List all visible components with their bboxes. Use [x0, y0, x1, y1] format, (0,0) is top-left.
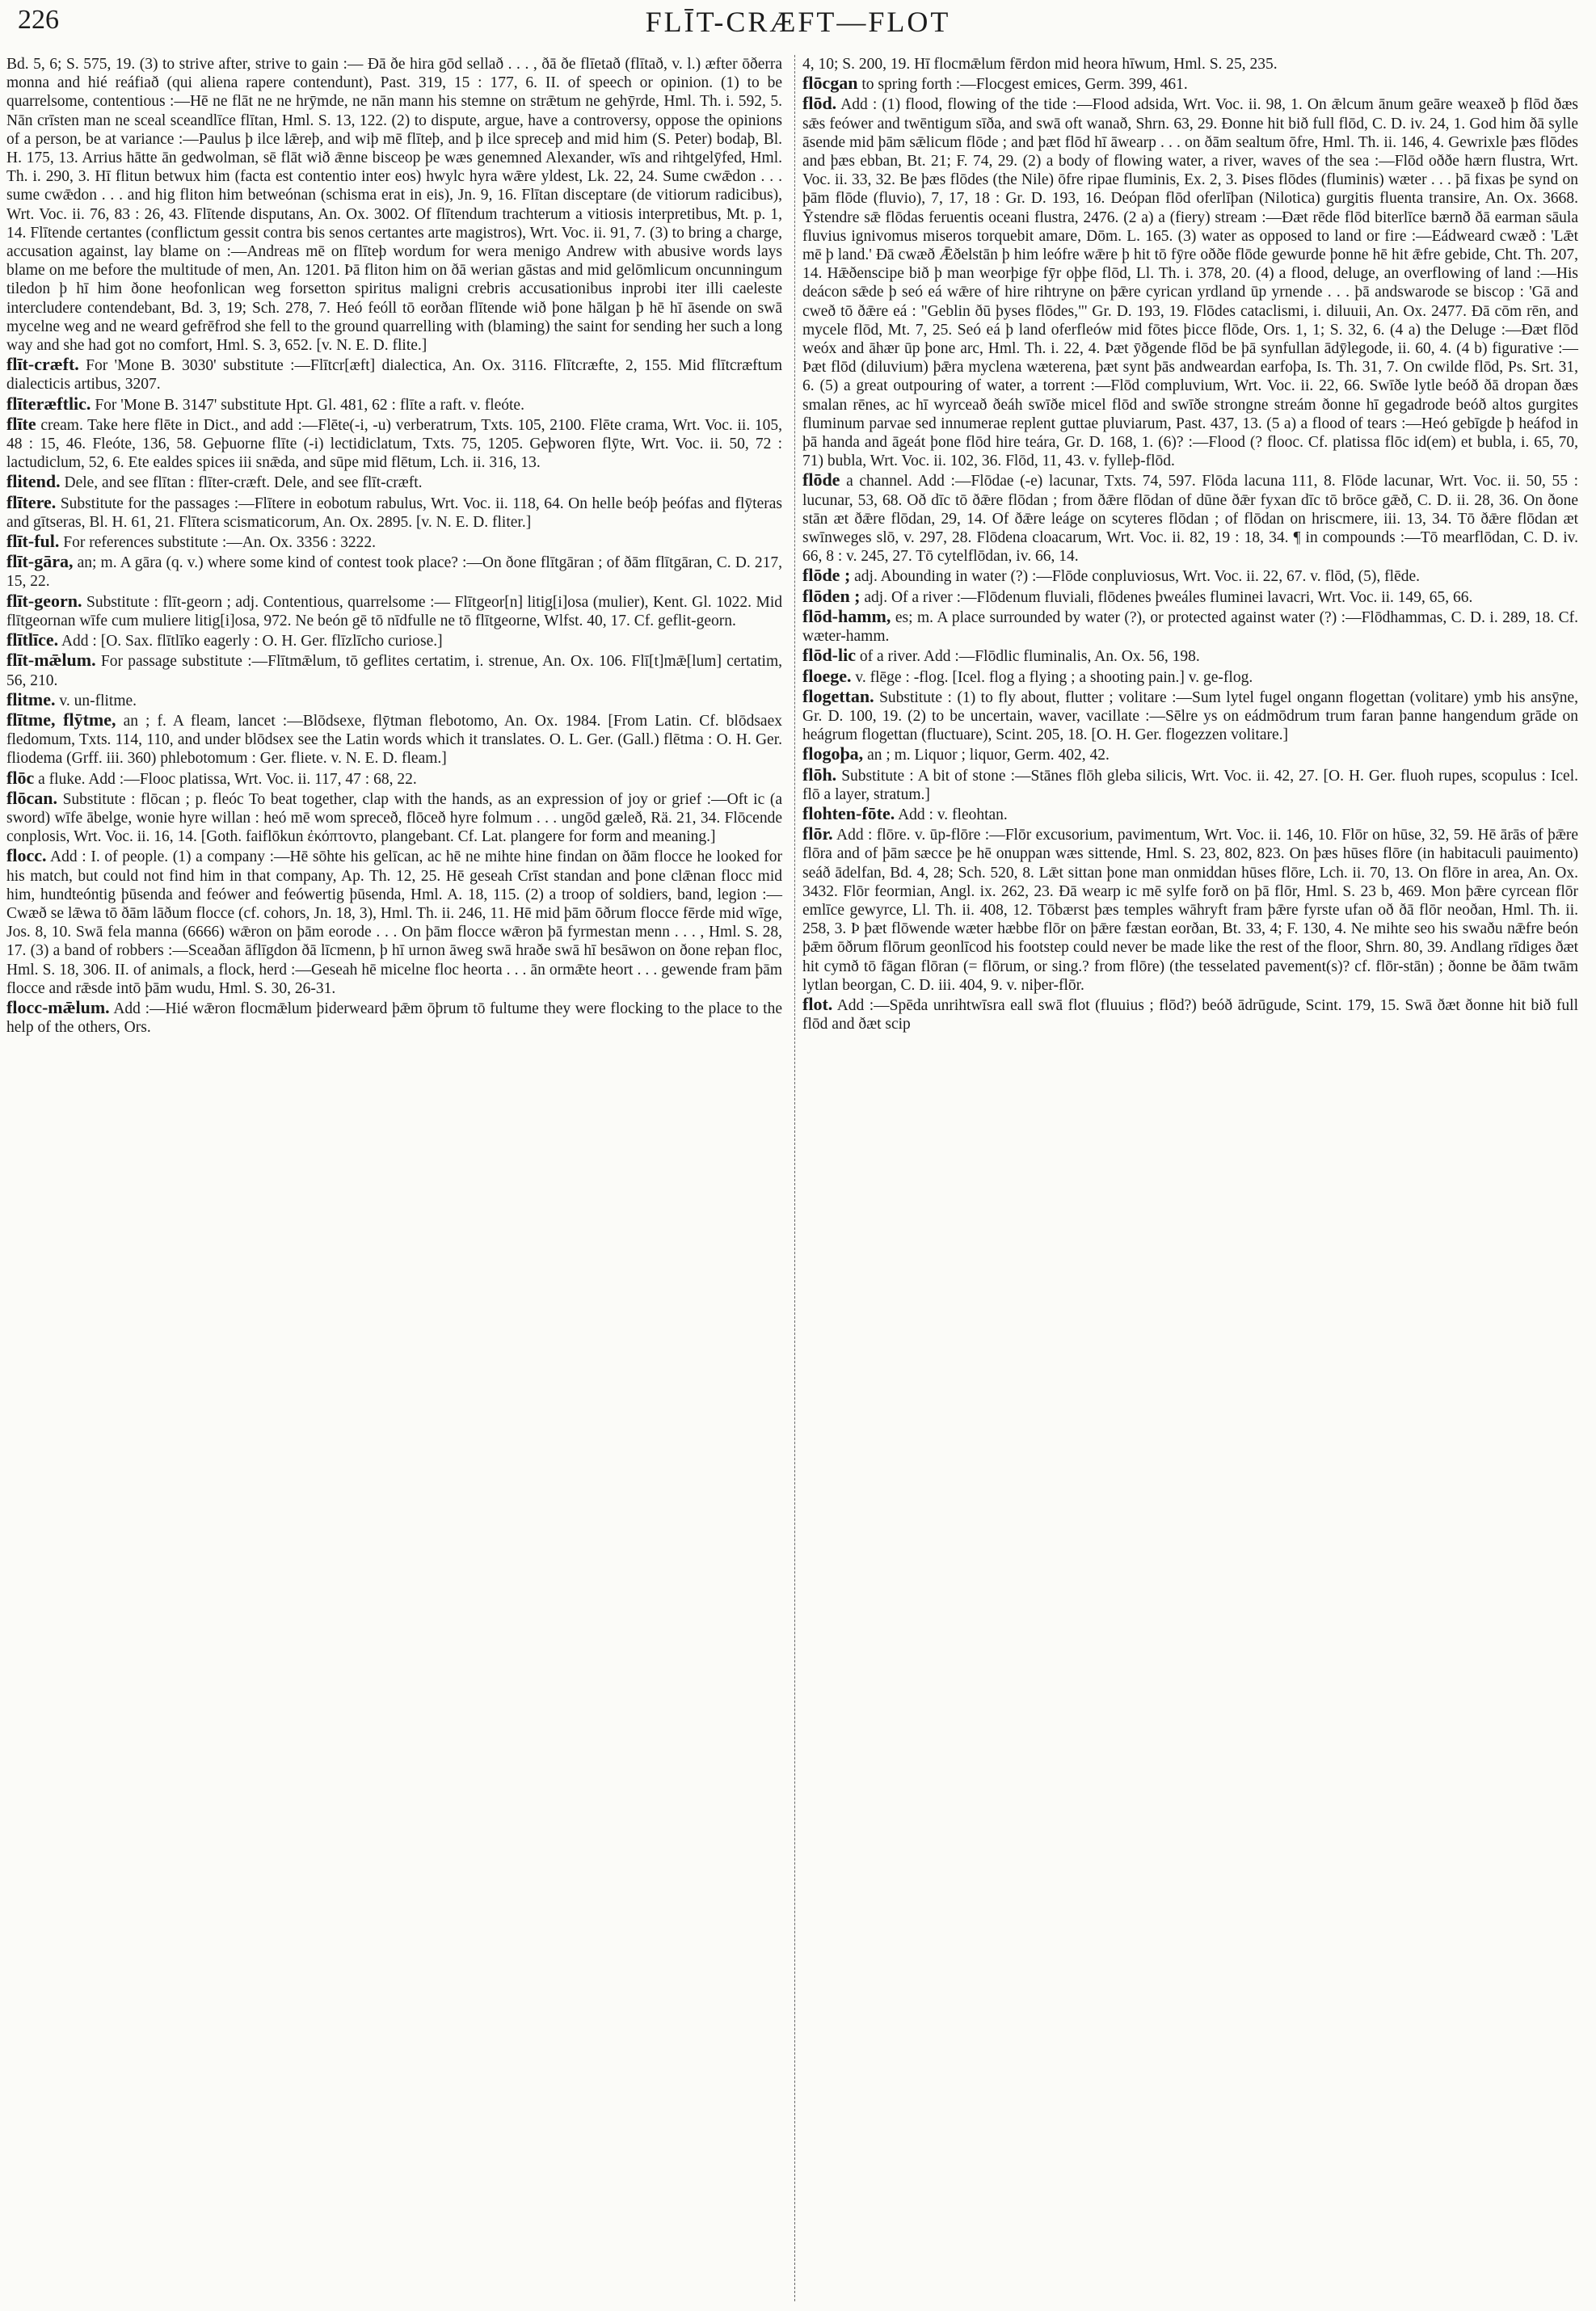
dictionary-entry	[802, 687, 1578, 745]
dictionary-entry	[6, 650, 782, 689]
headword: flōd-hamm,	[802, 605, 891, 626]
headword: flīteræftlic.	[6, 393, 91, 414]
headword: flitme.	[6, 688, 56, 709]
dictionary-entry	[802, 55, 1578, 74]
entry-text: to spring forth :—Flocgest emices, Germ. 399, 461.	[861, 76, 1188, 94]
dictionary-entry	[802, 646, 1578, 666]
entry-text: v. un-flitme.	[59, 692, 137, 709]
dictionary-entry	[6, 789, 782, 847]
entry-text: Substitute : A bit of stone :—Stānes flōh gleba silicis, Wrt. Voc. ii. 42, 27. [O. H. Ger. fluoh rupes, scopulus : Icel. flō a layer, stratum.]	[802, 767, 1579, 803]
page-title: FLĪT-CRÆFT—FLOT	[645, 6, 951, 38]
dictionary-entry	[802, 470, 1578, 566]
headword: flogoþa,	[802, 743, 864, 764]
dictionary-entry	[802, 804, 1578, 824]
dictionary-entry	[802, 667, 1578, 687]
dictionary-entry	[6, 55, 782, 355]
left-column	[6, 55, 782, 1037]
entry-text: Add : flōre. v. ūp-flōre :—Flōr excusorium, pavimentum, Wrt. Voc. ii. 146, 10. Flōr on hūse, 32, 59. Hē ārās of þǣre flōra and of þām sæcce þe hē onuppan wæs sittende, Hml. S. 23, 802, 823. On þæs hūses flōre (in habitaculi pauimento) seáð ādelfan, Bd. 4, 28; Sch. 520, 8. Lǣt sittan þone man onmiddan hūses flōre, Lch. ii. 70, 13. On flōre in area, An. Ox. 3432. Flōr feormian, Angl. ix. 262, 23. Ðā wearp ic mē sylfe forð on þā flōr, Hml. S. 23 b, 469. Mon þǣre cyrcean flōr emlīce gewyrce, Ll. Th. ii. 408, 12. Tōbærst þæs temples wāhryft fram þǣre fyrste ufan oð ðā flōr neoðan, Hml. Th. ii. 258, 3. Þ þæt flōwende wæter hæbbe flōr on þǣre fæstan eorðan, Bt. 33, 4; F. 130, 4. Ne mihte seo his swaðu nǣfre beón þǣm ōðrum flōrum geonlīcod his footstep could never be made like the rest of the floor, Shrn. 80, 39. Andlang rīdiges ðæt hit cymð tō fāgan flōran (= flōrum, or sing.? from flōre) (the tesselated pavement(s)? cf. flōr-stān) ; ðonne be ðām twām lytlan beorgan, C. D. iii. 404, 9. v. niþer-flōr.	[802, 827, 1578, 994]
entry-text: an ; f. A fleam, lancet :—Blōdsexe, flȳtman flebotomo, An. Ox. 1984. [From Latin. Cf. blōdsaex fledomum, Txts. 114, 110, and under blōdsex see the Latin words which it translates. O. L. Ger. (Gall.) flētma : O. H. Ger. fliodema (Grff. iii. 360) phlebotomum : Ger. fliete. v. N. E. D. fleam.]	[6, 712, 782, 768]
headword: flōde ;	[802, 565, 851, 586]
entry-text: adj. Abounding in water (?) :—Flōde conpluviosus, Wrt. Voc. ii. 22, 67. v. flōd, (5), flēde.	[854, 568, 1420, 586]
headword: flogettan.	[802, 685, 874, 706]
dictionary-entry	[6, 552, 782, 591]
dictionary-entry	[6, 532, 782, 552]
entry-text: of a river. Add :—Flōdlic fluminalis, An. Ox. 56, 198.	[859, 648, 1200, 666]
dictionary-entry	[802, 74, 1578, 94]
dictionary-entry	[802, 607, 1578, 646]
entry-text: Substitute : flōcan ; p. fleóc To beat together, clap with the hands, as an expression of joy or grief :—Oft ic (a sword) wīfe ābelge, wonie hyre willan : heó mē wom spreceð, flōceð hyre folmum . . . ungōd gæleð, Rä. 21, 34. Flōcende conplosis, Wrt. Voc. ii. 16, 14. [Goth. faiflōkun ἐκόπτοντο, plangebant. Cf. Lat. plangere for form and meaning.]	[6, 790, 783, 846]
headword: flōd-lic	[802, 645, 856, 666]
entry-text: Substitute for the passages :—Flītere in eobotum rabulus, Wrt. Voc. ii. 118, 64. On helle beóþ þeófas and flȳteras and gītseras, Bl. H. 61, 21. Flītera scismaticorum, An. Ox. 2895. [v. N. E. D. fliter.]	[6, 495, 782, 531]
headword: flōden ;	[802, 585, 861, 606]
dictionary-entry	[6, 768, 782, 789]
entry-text: a fluke. Add :—Flooc platissa, Wrt. Voc. ii. 117, 47 : 68, 22.	[38, 770, 417, 788]
entry-text: a channel. Add :—Flōdae (-e) lacunar, Txts. 74, 597. Flōda lacuna 111, 8. Flōde lacunar, Wrt. Voc. ii. 50, 55 : lucunar, 53, 68. Oð dīc tō ðǣre flōdan ; from ðǣre flōdan of dūne ðǣr fyxan dīc tō brōce gǣð, C. D. ii. 28, 36. On ðone stān æt ðǣre flōdan, 29, 14. Of ðǣre leáge on scyteres flōdan ; of flōdan on hriscmere, iii. 13, 34. Tō ðǣre flōdan æt swīnweges slō, v. 297, 28. Flōdena cloacarum, Wrt. Voc. ii. 82, 19 : 18, 34. ¶ in compounds :—Tō mearflōdan, C. D. iv. 66, 8 : v. 245, 27. Tō cytelflōdan, iv. 66, 14.	[802, 473, 1579, 566]
dictionary-entry	[802, 824, 1578, 995]
entry-text: Dele, and see flītan : flīter-cræft. Dele, and see flīt-cræft.	[64, 474, 423, 492]
headword: flōd.	[802, 93, 837, 114]
entry-text: Bd. 5, 6; S. 575, 19. (3) to strive after, strive to gain :— Ðā ðe hira gōd sellað . . . , ðā ðe flīetað (flītað, v. l.) æfter ōðerra monna and hié reáfiað (qui aliena rapere contendunt), Past. 319, 15 : 177, 6. II. of speech or opinion. (1) to be quarrelsome, contentious :—Hē ne flāt ne ne hrȳmde, ne nān mann his stemne on strǣtum ne gehȳrde, Hml. Th. i. 592, 5. Nān crīsten man ne sceal sceandlīce flītan, Hml. S. 13, 122. (2) to dispute, argue, have a controversy, oppose the opinions of a person, be at variance :—Paulus þ ilce lǣreþ, and wiþ mē flīteþ, and þ ilce spreceþ and mid him (S. Peter) bodaþ, Bl. H. 175, 13. Arrius hātte ān gedwolman, sē flāt wið ǣnne bisceop þe wæs genemned Alexander, wīs and rihtgelȳfed, Hml. Th. i. 290, 3. Hī flitun betwux him (facta est contentio inter eos) hwylc hyra wǣre yldest, Lk. 22, 24. Sume cwǣdon . . . sume cwǣdon . . . and hig fliton him betweónan (schisma erat in eis), Jn. 9, 16. Flītan disceptare (de vitiorum radicibus), Wrt. Voc. ii. 76, 83 : 26, 43. Flītende disputans, An. Ox. 3002. Of flītendum trachterum a vitiosis interpretibus, Mt. p. 1, 14. Flītende certantes (conflictum gessit contra bis senos certantes arte magistros), Wrt. Voc. ii. 91, 7. (3) to bring a charge, accusation against, lay blame on :—Andreas mē on flīteþ wordum for wera menigo Andrew with abusive words lays blame on me before the multitude of men, An. 1201. Þā fliton him on ðā werian gāstas and mid gelōmlicum oncunningum tiledon þ hī him ðone heofonlican weg forsetton spiritus maligni crebris accusationibus inprobi iter illi caeleste intercludere contendebant, Bd. 3, 19; Sch. 278, 7. Heó feóll tō eorðan flītende wið þone hālgan þ hē hī āsende on swā mycelne weg and ne weard gefrēfrod she fell to the ground quarrelling with (blaming) the saint for sending her such a long way and she had got no comfort, Hml. S. 3, 652. [v. N. E. D. flite.]	[6, 56, 782, 355]
entry-text: For 'Mone B. 3030' substitute :—Flītcr[æft] dialectica, An. Ox. 3116. Flītcræfte, 2, 155. Mid flītcræftum dialecticis artibus, 3207.	[6, 357, 782, 394]
headword: flōcgan	[802, 73, 858, 94]
dictionary-entry	[6, 998, 782, 1037]
entry-text: v. flēge : -flog. [Icel. flog a flying ; a shooting pain.] v. ge-flog.	[855, 668, 1253, 686]
entry-text: Add :—Spēda unrihtwīsra eall swā flot (fluuius ; flōd?) beóð ādrūgude, Scint. 179, 15. Swā ðæt ðonne hit bið full flōd and ðæt scip	[802, 996, 1578, 1033]
dictionary-entry	[6, 415, 782, 473]
dictionary-entry	[6, 630, 782, 650]
dictionary-entry	[6, 591, 782, 630]
entry-text: es; m. A place surrounded by water (?), or protected against water (?) :—Flōdhammas, C. D. i. 289, 18. Cf. wæter-hamm.	[802, 608, 1578, 646]
entry-text: cream. Take here flēte in Dict., and add :—Flēte(-i, -u) verberatrum, Txts. 105, 2100. Flēte crama, Wrt. Voc. ii. 105, 48 : 15, 46. Fleóte, 136, 58. Geþuorne flīte (-i) lectidiclatum, Txts. 75, 1205. Geþworen flȳte, Wrt. Voc. ii. 50, 72 : lactudiclum, 52, 6. Ete ealdes spices iii snǣda, and sūpe mid flētum, Lch. ii. 316, 13.	[6, 416, 782, 472]
dictionary-entry	[6, 394, 782, 415]
right-column	[802, 55, 1578, 1033]
dictionary-entry	[802, 995, 1578, 1033]
headword: flōr.	[802, 823, 833, 844]
dictionary-entry	[802, 765, 1578, 804]
entry-text: For 'Mone B. 3147' substitute Hpt. Gl. 481, 62 : flīte a raft. v. fleóte.	[95, 396, 524, 414]
entry-text: For references substitute :—An. Ox. 3356 : 3222.	[63, 534, 376, 552]
entry-text: Add : I. of people. (1) a company :—Hē sōhte his gelīcan, ac hē ne mihte hine findan on ðām flocce he looked for his match, but could not find him in that company, Ap. Th. 12, 25. Hē geseah Crīst standan and þone clǣnan flocc mid him, hundteóntig þūsenda and feówer and feówertig þūsenda, Hml. A. 18, 115. (2) a troop of soldiers, band, legion :—Cwæð se lǣwa tō ðām lāðum flocce (cf. cohors, Jn. 18, 3), Hml. Th. ii. 246, 11. Hē mid þām ōðrum flocce fērde mid wīge, Jos. 8, 10. Swā fela manna (6666) wǣron on þām eorode . . . On þām flocce wǣron þā fyrmestan menn . . . , Hml. S. 28, 17. (3) a band of robbers :—Sceaðan āflīgdon ðā līcmenn, þ hī urnon āweg swā hraðe swā hī besāwon on ðone reþan floc, Hml. S. 18, 306. II. of animals, a flock, herd :—Geseah hē micelne floc heorta . . . ān ormǣte heort . . . gewende fram þām flocce and rǣsde intō þām wudu, Hml. S. 30, 26-31.	[6, 848, 782, 997]
dictionary-entry	[6, 493, 782, 532]
entry-text: Add : (1) flood, flowing of the tide :—Flood adsida, Wrt. Voc. ii. 98, 1. On ǣlcum ānum geāre weaxeð þ flōd ðæs sǣs feówer and twēntigum sīða, and swā oft wanað, Shrn. 63, 29. Ðonne hit bið full flōd, C. D. iv. 24, 1. God him ðā sylle āsende mid þām sǣlicum flōde ; and þæt flōd hī āwearp . . . on ðām sealtum ōfre, Hml. Th. ii. 146, 4. Gewrixle þæs flōdes and þæs ebban, Bt. 21; F. 74, 29. (2) a body of flowing water, a river, waves of the sea :—Flōd oððe hærn flustra, Wrt. Voc. ii. 33, 32. Be þæs flōdes (the Nile) ōfre ripae fluminis, Ex. 2, 3. Þises flōdes (fluminis) wæter . . . þā fixas þe synd on þām flōde (fluvio), 7, 17, 18 : Gr. D. 193, 16. Deópan flōd oferlīþan (Nilotica) gurgitis fluenta transire, An. Ox. 3668. Ȳstendre sǣ flōdas feruentis oceani flustra, 2476. (2 a) a (fiery) stream :—Ðæt rēde flōd biterlīce bærnð ðā earman sāula fluvius ignivomus miseros torquebit amare, Dōm. L. 165. (3) water as opposed to land or fire :—Eádweard cwæð : 'Lǣt mē þ land.' Ðā cwæð Ǣðelstān þ him leófre wǣre þ hit tō fȳre oððe flōde gewurde þonne hē hit ǣfre gebide, Cht. Th. 207, 14. Hǣðenscipe bið þ man weorþige fȳr oþþe flōd, Ll. Th. i. 378, 20. (4) a flood, deluge, an overflowing of land :—His deácon sǣde þ seó eá wǣre of hire rihtryne on þǣre cyrican yrdland ūp yrnende . . . þā andswarode se biscop : 'Gā and cweð tō ðǣre eá : "Geblin ðū þyses flōdes,"' Gr. D. 193, 19. Flōdes cataclismi, i. diluuii, An. Ox. 2477. Ðā cōm rēn, and mycele flōd, Mt. 7, 25. Seó eá þ land oferfleów mid fōtes þicce flōde, Ors. 1, 1; S. 32, 6. (4 a) the Deluge :—Ðæt flōd weóx and āhær ūp þone arc, Hml. Th. i. 22, 4. Þæt ȳðgende flōd be þā synfullan ādȳlegode, ii. 60, 4. (4 b) figurative :—Þæt flōd (diluvium) þǣra myclena wæterena, þæt synt þās andweardan earfoþa, Is. Th. 31, 7. On cwilde flōd, Ps. Srt. 31, 6. (5) a great outpouring of water, a torrent :—Flōd compluvium, Wrt. Voc. ii. 22, 66. Swīðe lytle beóð ðā dropan ðæs smalan rēnes, ac hī wyrceað ðeáh swīðe micel flōd and swīðe strongne streám ðonne hī gegadrode beóð altos gurgites fluminum parvae sed innumerae replent guttae pluviarum, Past. 437, 13. (5 a) a flood of tears :—Heó gebīgde þ heáfod in þā handa and āgeát þone flōd hire teára, Gr. D. 168, 1. (6)? :—Flood (? flooc. Cf. platissa flōc id(em) et bubla, i. 65, 70, 71) bubla, Wrt. Voc. ii. 102, 36. Flōd, 11, 43. v. fylleþ-flōd.	[802, 96, 1578, 470]
entry-text: For passage substitute :—Flītmǣlum, tō geflites certatim, i. strenue, An. Ox. 106. Flī[t]mǣ[lum] certatim, 56, 210.	[6, 653, 782, 689]
entry-text: Add : v. fleohtan.	[898, 806, 1008, 823]
dictionary-entry	[802, 744, 1578, 764]
dictionary-entry	[6, 710, 782, 768]
dictionary-entry	[6, 690, 782, 710]
headword: flītlīce.	[6, 629, 59, 650]
page-number: 226	[18, 5, 59, 35]
headword: flocc.	[6, 845, 47, 866]
dictionary-entry	[6, 355, 782, 394]
headword: flōde	[802, 469, 840, 490]
headword: flīt-gāra,	[6, 551, 74, 572]
headword: flitend.	[6, 471, 61, 492]
headword: flīt-mǣlum.	[6, 650, 96, 671]
headword: flocc-mǣlum.	[6, 996, 110, 1017]
entry-text: Add : [O. Sax. flītlīko eagerly : O. H. Ger. flīzlīcho curiose.]	[61, 633, 443, 650]
headword: flīt-ful.	[6, 531, 60, 552]
headword: flot.	[802, 993, 833, 1014]
dictionary-columns	[6, 55, 1590, 2305]
headword: flōcan.	[6, 787, 57, 808]
column-divider	[794, 55, 795, 2301]
headword: flīt-cræft.	[6, 354, 79, 375]
headword: flōc	[6, 767, 35, 788]
headword: flītere.	[6, 491, 57, 512]
entry-text: Substitute : (1) to fly about, flutter ; volitare :—Sum lytel fugel ongann flogettan (volitare) ymb his ansȳne, Gr. D. 100, 19. (2) to be uncertain, waver, vacillate :—Sēlre ys on eádmōdrum trum faran þanne hangendum grāde on heágrum flogettan (fluctuare), Scint. 205, 18. [O. H. Ger. flogezzen volitare.]	[802, 688, 1579, 744]
dictionary-entry	[802, 94, 1578, 470]
dictionary-entry	[802, 587, 1578, 607]
dictionary-entry	[6, 472, 782, 492]
entry-text: adj. Of a river :—Flōdenum fluviali, flōdenes þweáles fluminei lavacri, Wrt. Voc. ii. 149, 65, 66.	[864, 588, 1473, 606]
headword: flīte	[6, 413, 36, 434]
headword: flohten-fōte.	[802, 802, 895, 823]
headword: flōh.	[802, 764, 837, 785]
entry-text: an; m. A gāra (q. v.) where some kind of contest took place? :—On ðone flītgāran ; of ðām flītgāran, C. D. 217, 15, 22.	[6, 554, 782, 591]
headword: flītme, flȳtme,	[6, 709, 116, 730]
headword: flīt-georn.	[6, 590, 82, 611]
entry-text: Add :—Hié wǣron flocmǣlum þiderweard þǣm ōþrum tō fultume they were flocking to the place to the help of the others, Ors.	[6, 1000, 782, 1037]
page-header	[15, 2, 1581, 50]
entry-text: an ; m. Liquor ; liquor, Germ. 402, 42.	[867, 747, 1110, 764]
entry-text: 4, 10; S. 200, 19. Hī flocmǣlum fērdon mid heora hīwum, Hml. S. 25, 235.	[802, 56, 1278, 73]
dictionary-entry	[802, 566, 1578, 586]
headword: floege.	[802, 665, 852, 686]
dictionary-entry	[6, 846, 782, 998]
entry-text: Substitute : flīt-georn ; adj. Contentious, quarrelsome :— Flītgeor[n] litig[i]osa (mulier), Kent. Gl. 1022. Mid flītgeornan wīfe cum muliere litig[i]osa, 972. Ne beón gē tō nīdfulle ne tō flītgeorne, Wlfst. 40, 17. Cf. geflit-georn.	[6, 593, 783, 629]
